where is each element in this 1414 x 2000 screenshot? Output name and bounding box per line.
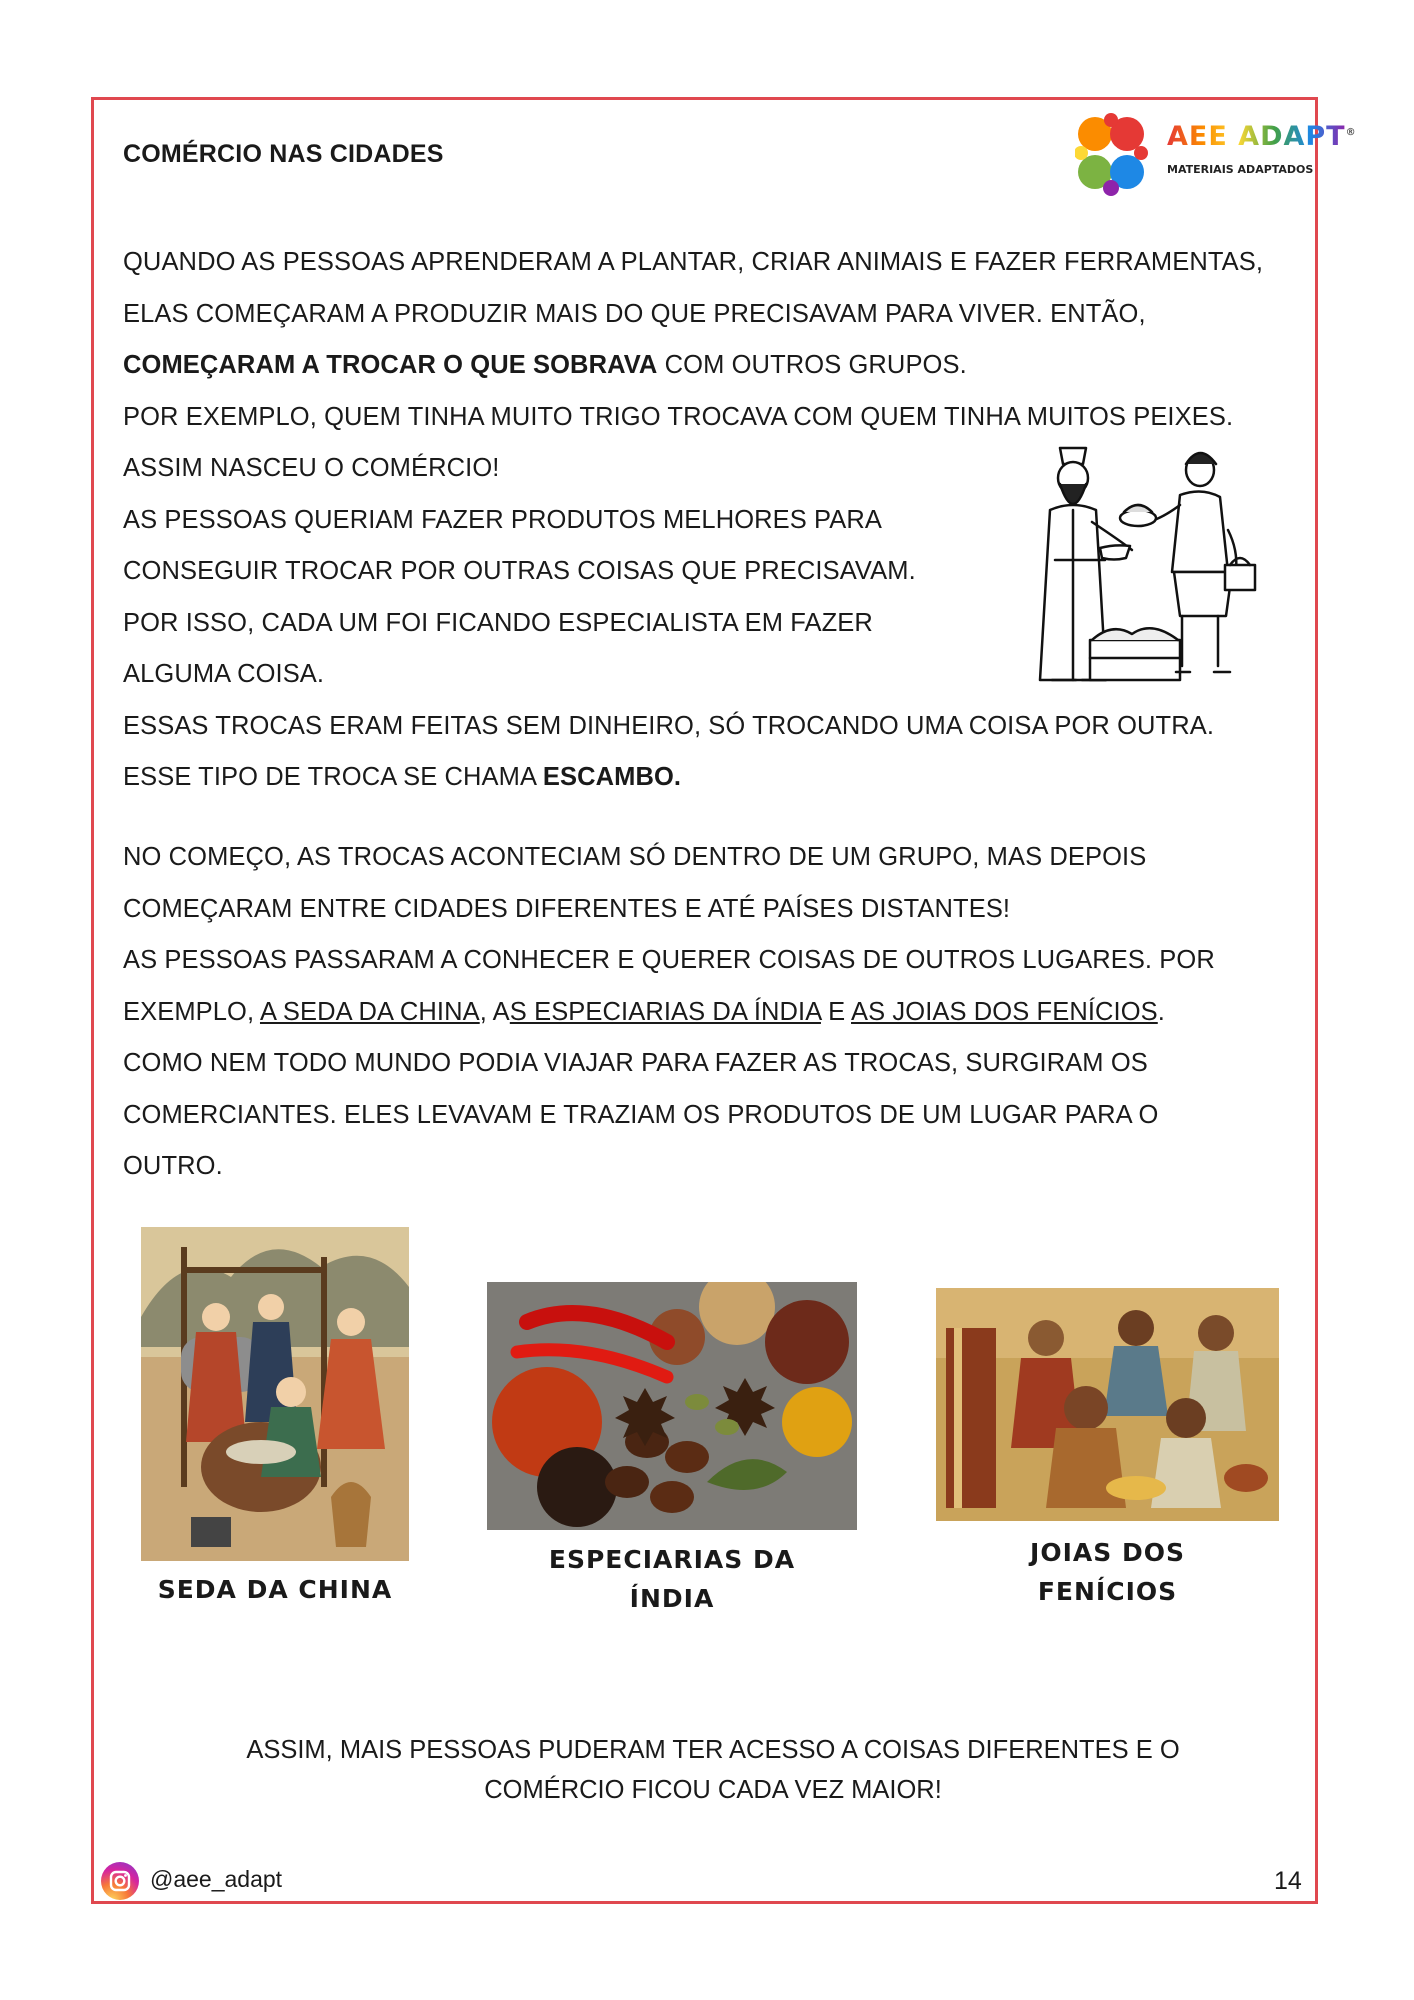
text-line: ESSAS TROCAS ERAM FEITAS SEM DINHEIRO, SÓ TROCANDO UMA COISA POR OUTRA.: [123, 711, 1215, 740]
text-line: AS PESSOAS QUERIAM FAZER PRODUTOS MELHORES PARA: [123, 505, 883, 534]
silk-china-image: [141, 1227, 409, 1561]
instagram-handle: @aee_adapt: [150, 1866, 283, 1892]
joias-text: AS JOIAS DOS FENÍCIOS: [851, 997, 1158, 1026]
especiarias-text: S ESPECIARIAS DA ÍNDIA: [509, 997, 821, 1026]
text-line: COMERCIANTES. ELES LEVAVAM E TRAZIAM OS PRODUTOS DE UM LUGAR PARA O: [123, 1100, 1159, 1129]
text-line: POR ISSO, CADA UM FOI FICANDO ESPECIALISTA EM FAZER: [123, 608, 873, 637]
logo-tagline: MATERIAIS ADAPTADOS: [1167, 163, 1314, 176]
text-line: COMEÇARAM A TROCAR O QUE SOBRAVA COM OUTROS GRUPOS.: [123, 351, 967, 379]
text-line: ASSIM NASCEU O COMÉRCIO!: [123, 454, 500, 482]
text-line: ELAS COMEÇARAM A PRODUZIR MAIS DO QUE PRECISAVAM PARA VIVER. ENTÃO,: [123, 299, 1146, 328]
seda-da-china-text: A SEDA DA CHINA: [259, 997, 480, 1026]
text-line: OUTRO.: [123, 1152, 223, 1180]
closing-text: ASSIM, MAIS PESSOAS PUDERAM TER ACESSO A COISAS DIFERENTES E O COMÉRCIO FICOU CADA VEZ MAIOR!: [246, 1736, 1180, 1804]
text-line: NO COMEÇO, AS TROCAS ACONTECIAM SÓ DENTRO DE UM GRUPO, MAS DEPOIS: [123, 843, 1147, 871]
text-line: QUANDO AS PESSOAS APRENDERAM A PLANTAR, CRIAR ANIMAIS E FAZER FERRAMENTAS,: [123, 248, 1264, 276]
logo-name: AEE ADAPT®: [1167, 121, 1357, 152]
caption-joias-dos-fenicios: JOIAS DOS FENÍCIOS: [1030, 1538, 1185, 1606]
instagram-icon: [101, 1862, 139, 1900]
text-line: COMEÇARAM ENTRE CIDADES DIFERENTES E ATÉ PAÍSES DISTANTES!: [123, 894, 1011, 923]
bold-phrase: COMEÇARAM A TROCAR O QUE SOBRAVA: [123, 351, 658, 379]
text-line: CONSEGUIR TROCAR POR OUTRAS COISAS QUE PRECISAVAM.: [123, 557, 916, 585]
trade-expansion-paragraph: [123, 832, 1215, 1193]
examples-line: EXEMPLO, A SEDA DA CHINA, AS ESPECIARIAS DA ÍNDIA E AS JOIAS DOS FENÍCIOS.: [123, 997, 1165, 1026]
caption-seda-da-china: SEDA DA CHINA: [157, 1575, 393, 1604]
text-line: AS PESSOAS PASSARAM A CONHECER E QUERER COISAS DE OUTROS LUGARES. POR: [123, 946, 1215, 974]
puzzle-logo-icon: [1075, 113, 1148, 196]
text-line: ALGUMA COISA.: [123, 660, 325, 688]
text-line: ESSE TIPO DE TROCA SE CHAMA ESCAMBO.: [123, 763, 682, 791]
text-line: COMO NEM TODO MUNDO PODIA VIAJAR PARA FAZER AS TROCAS, SURGIRAM OS: [123, 1049, 1148, 1077]
trade-illustration: [1020, 440, 1260, 690]
page-title: COMÉRCIO NAS CIDADES: [123, 140, 444, 168]
escambo-term: ESCAMBO.: [542, 763, 682, 791]
text-line: POR EXEMPLO, QUEM TINHA MUITO TRIGO TROCAVA COM QUEM TINHA MUITOS PEIXES.: [123, 402, 1234, 431]
phoenician-jewels-image: [936, 1288, 1279, 1521]
spices-india-image: [487, 1282, 857, 1530]
page-number: 14: [1274, 1867, 1302, 1895]
caption-especiarias-da-india: ESPECIARIAS DA ÍNDIA: [548, 1545, 796, 1613]
